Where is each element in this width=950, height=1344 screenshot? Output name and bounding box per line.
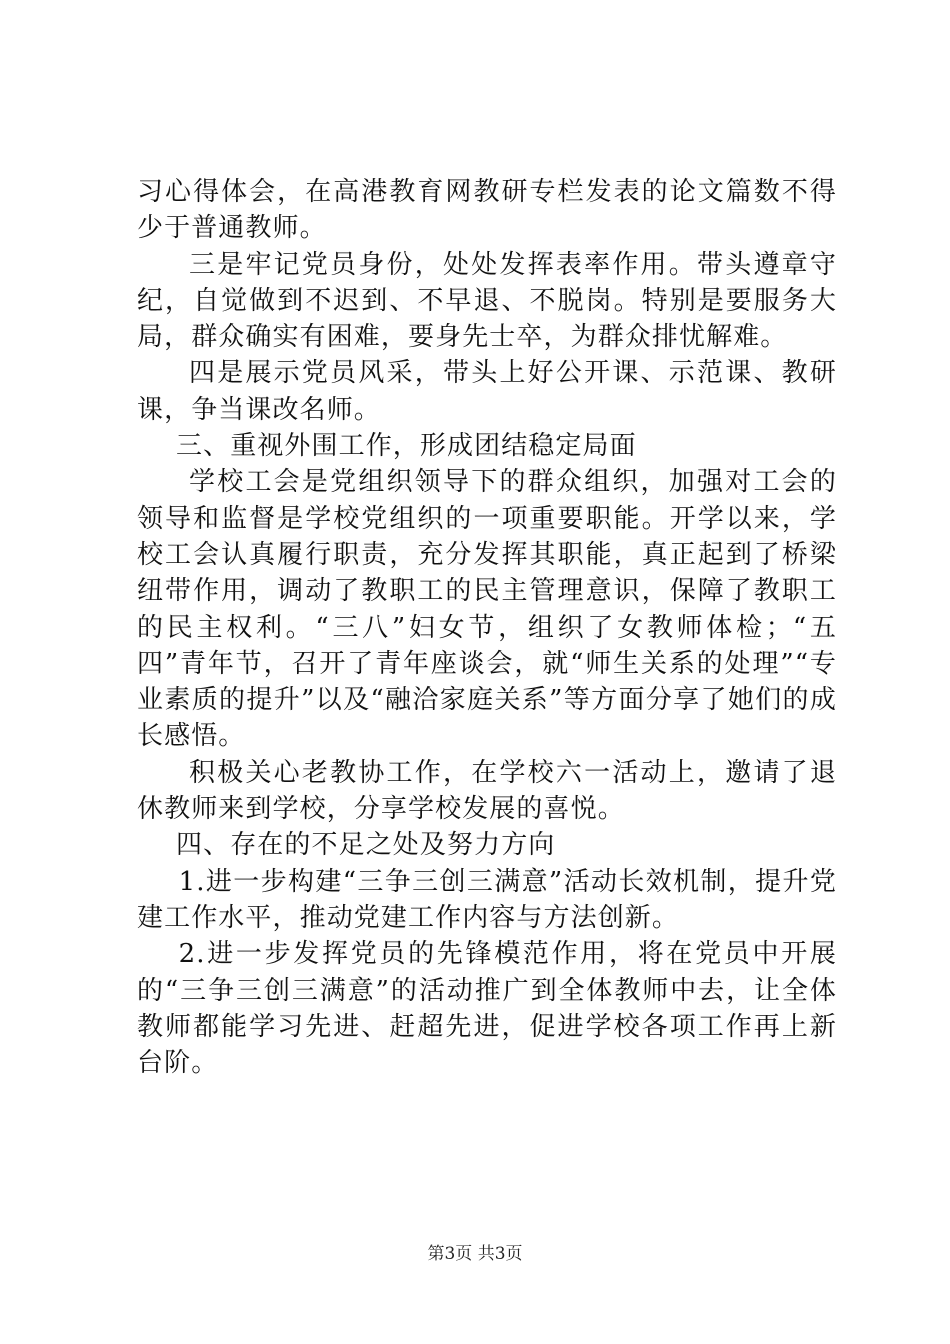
section-heading-four: 四、存在的不足之处及努力方向 <box>176 830 556 861</box>
list-item-2: 2.进一步发挥党员的先锋模范作用，将在党员中开展的“三争三创三满意”的活动推广到全体教师中去，让全体教师都能学习先进、赶超先进，促进学校各项工作再上新台阶。 <box>137 939 837 1079</box>
paragraph-point-three: 三是牢记党员身份，处处发挥表率作用。带头遵章守纪，自觉做到不迟到、不早退、不脱岗。特别是要服务大局，群众确实有困难，要身先士卒，为群众排忧解难。 <box>137 249 837 353</box>
page-footer <box>0 1243 950 1265</box>
list-item-1: 1.进一步构建“三争三创三满意”活动长效机制，提升党建工作水平，推动党建工作内容与方法创新。 <box>137 866 837 933</box>
paragraph-point-four: 四是展示党员风采，带头上好公开课、示范课、教研课，争当课改名师。 <box>137 358 837 425</box>
paragraph-retired-teachers: 积极关心老教协工作，在学校六一活动上，邀请了退休教师来到学校，分享学校发展的喜悦。 <box>137 757 837 825</box>
document-body <box>137 174 837 1081</box>
section-heading-three: 三、重视外围工作，形成团结稳定局面 <box>176 431 637 462</box>
paragraph-union-work: 学校工会是党组织领导下的群众组织，加强对工会的领导和监督是学校党组织的一项重要职能。开学以来，学校工会认真履行职责，充分发挥其职能，真正起到了桥梁纽带作用，调动了教职工的民主管理意识，保障了教职工的民主权利。“三八”妇女节，组织了女教师体检；“五四”青年节，召开了青年座谈会，就“师生关系的处理”“专业素质的提升”以及“融洽家庭关系”等方面分享了她们的成长感悟。 <box>137 467 837 752</box>
paragraph-continuation: 习心得体会，在高港教育网教研专栏发表的论文篇数不得少于普通教师。 <box>137 177 837 244</box>
page-number: 第3页 共3页 <box>427 1244 523 1264</box>
